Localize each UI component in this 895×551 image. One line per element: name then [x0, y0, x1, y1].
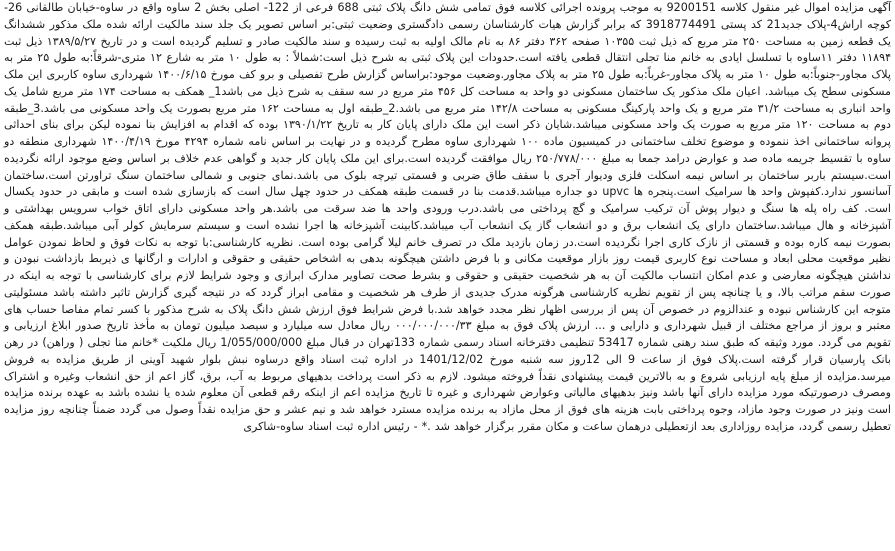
auction-notice-body: آگهی مزایده اموال غیر منقول کلاسه 9200151 به موجب پرونده اجرائی کلاسه فوق تمامی شش دانگ پلاک ثبتی 688 فرعی از 122- اصلی بخش 2 ساوه واقع در ساوه-خیابان طالقانی 26-کوچه اراش4-پلاک جدید21 کد پستی 3918774491 که برابر گزارش هیات کارشناسان رسمی دادگستری وضعیت ثبتی:بر اساس تصویر یک جلد سند مالکیت ارائه شده ملک مذکور ششدانگ یک قطعه زمین به مساحت ۲۵۰ متر مربع که ذیل ثبت ۱۰۳۵۵ صفحه ۳۶۲ دفتر ۸۶ به نام مالک اولیه به ثبت رسیده و سند مالکیت صادر و تسلیم گردیده است و در تاریخ ۱۳۸۹/۵/۲۷ ذیل ثبت ۱۱۸۹۴ دفتر ۱۱ساوه با تسلسل ایادی به خانم منا تجلی انتقال قطعی یافته است.حدودات این پلاک ثبتی به شرح ذیل است:شمالاً : به طول ۱۰ متر به شارع ۱۲ متری-شرقاً:به طول ۲۵ متر به پلاک مجاور-جنوباً:به طول ۱۰ متر به پلاک مجاور-غرباً:به طول ۲۵ متر به پلاک مجاور.وضعیت موجود:براساس گزارش طرح تفصیلی و برو کف مورخ ۱۴۰۰/۶/۱۵ شهرداری ساوه کاربری این ملک مسکونی سطح یک میباشد. اعیان ملک مذکور یک ساختمان مسکونی دو واحد به مساحت کل ۴۵۶ متر مربع در سه سقف به شرح ذیل می باشد1_ همکف به مساحت ۱۷۴ متر مربع شامل یک واحد انباری به مساحت ۳۱/۲ متر مربع و یک واحد پارکینگ مسکونی به مساحت ۱۴۲/۸ متر مربع می باشد.2_طبقه اول به مساحت ۱۶۲ متر مربع بصورت یک واحد مسکونی می باشد.3_طبقه دوم به مساحت ۱۲۰ متر مربع به صورت یک واحد مسکونی میباشد.شایان ذکر است این ملک دارای پایان کار به تاریخ ۱۳۹۰/۱/۲۲ بوده که اقدام به افزایش بنا نموده لیکن برای بنای احداثی پروانه ساختمانی اخذ ننموده و موضوع تخلف ساختمانی در کمیسیون ماده ۱۰۰ شهرداری ساوه مطرح گردیده و در نهایت بر اساس نامه شماره ۴۲۹۴ مورخ ۱۴۰۰/۴/۱۹ شهرداری منطقه دو ساوه با تقسیط جریمه ماده صد و عوارض درامد جمعا به مبلغ ۲۵۰/۷۷۸/۰۰۰ ریال موافقت گردیده است.برای این ملک پایان کار جدید و گواهی عدم خلاف بر اساس وضع موجود ارائه نگردیده است.سیستم باربر ساختمان بر اساس نیمه اسکلت فلزی ودیوار آجری با سقف طاق ضربی و قسمتی تیرچه بلوک می باشد.نمای جنوبی و شمالی ساختمان سنگ تراورتن است.ساختمان آسانسور ندارد.کفپوش واحد ها سرامیک است.پنجره ها upvc دو جداره میباشد.قدمت بنا در قسمت طبقه همکف در حدود چهل سال است که بازسازی شده است و مابقی در حدود یکسال است. کف راه پله ها سنگ و دیوار پوش آن ترکیب سرامیک و گچ پرداختی می باشد.درب ورودی واحد ها ضد سرقت می باشد.هر واحد مسکونی دارای اتاق خواب سرویس بهداشتی و آشپزخانه و هال میباشد.ساختمان دارای یک انشعاب برق و دو انشعاب گاز یک انشعاب آب میباشد.کابینت آشپزخانه ها اجرا نشده است و سیستم سرمایش کولر آبی میباشد.طبقه همکف بصورت نیمه کاره بوده و قسمتی از نازک کاری اجرا نگردیده است.در زمان بازدید ملک در تصرف خانم لیلا گرامی بوده است. نظریه کارشناسی:با توجه به نکات فوق و لحاظ نمودن عوامل نظیر موقعیت محلی ابعاد و مساحت نوع کاربری قیمت روز بازار موقعیت مکانی و با فرض داشتن هیچگونه بدهی به اشخاص حقیقی و حقوقی و ادارات و ارگانها ی ذیربط بازداشت نبودن و نداشتن هیچگونه معارضی و عدم امکان انتساب مالکیت آن به هر شخصیت حقیقی و حقوقی و بشرط صحت تصاویر مدارک ابرازی و وجود شرایط لازم برای کارشناسی با توجه به اینکه در صورت سقم مراتب بالا، و یا چنانچه پس از تقویم نظریه کارشناسی هرگونه مدرک جدیدی از طرف هر شخصیت و مقامی ابراز گردد که در نتیجه گیری گزارش تاثیر داشته باشد مسئولیتی متوجه این کارشناس نبوده و عندالزوم در خصوص آن پس از بررسی اظهار نظر مجدد خواهد شد.با فرض شرایط فوق ارزش شش دانگ پلاک به شرح مذکور با کسر تمام مفاصا حساب های معتبر و بروز از مراجع مختلف از قبیل شهرداری و دارایی و ... ارزش پلاک فوق به مبلغ ۰۰۰/۰۰۰/۰۰۰/۳۳ ریال معادل سه میلیارد و سیصد میلیون تومان به مأخذ تاریخ صدور ابلاغ ارزیابی و تقویم می گردد. مورد وثیقه که طبق سند رهنی شماره 53417 تنظیمی دفترخانه اسناد رسمی شماره 133تهران در قبال مبلغ 1/055/000/000 ریال ملکیت *خانم منا تجلی ( وراهن) در رهن بانک پارسیان قرار گرفته است.پلاک فوق از ساعت 9 الی 12روز سه شنبه مورخ 1401/12/02 در اداره ثبت اسناد واقع درساوه نبش بلوار شهید آوینی از طریق مزایده به فروش میرسد.مزایده از مبلغ پایه ارزیابی شروع و به بالاترین قیمت پیشنهادی نقداً فروخته میشود. لازم به ذکر است پرداخت بدهیهای مربوط به آب، برق، گاز اعم از حق انشعاب وغیره و اشتراک ومصرف درصورتیکه مورد مزایده دارای آنها باشد ونیز بدهیهای مالیاتی وعوارض شهرداری و غیره تا تاریخ مزایده اعم از اینکه رقم قطعی آن معلوم شده یا نشده باشد به عهده برنده مزایده است ونیز در صورت وجود مازاد، وجوه پرداختی بابت هزینه های فوق از محل مازاد به برنده مزایده مسترد خواهد شد و نیم عشر و حق مزایده نقداً وصول می گردد ضمناً چنانچه روز مزایده تعطیل رسمی گردد، مزایده روزاداری بعد ازتعطیلی درهمان ساعت و مکان مقرر برگزار خواهد شد .* - رئیس اداره ثبت اسناد ساوه-شاکری [4, 1, 892, 433]
